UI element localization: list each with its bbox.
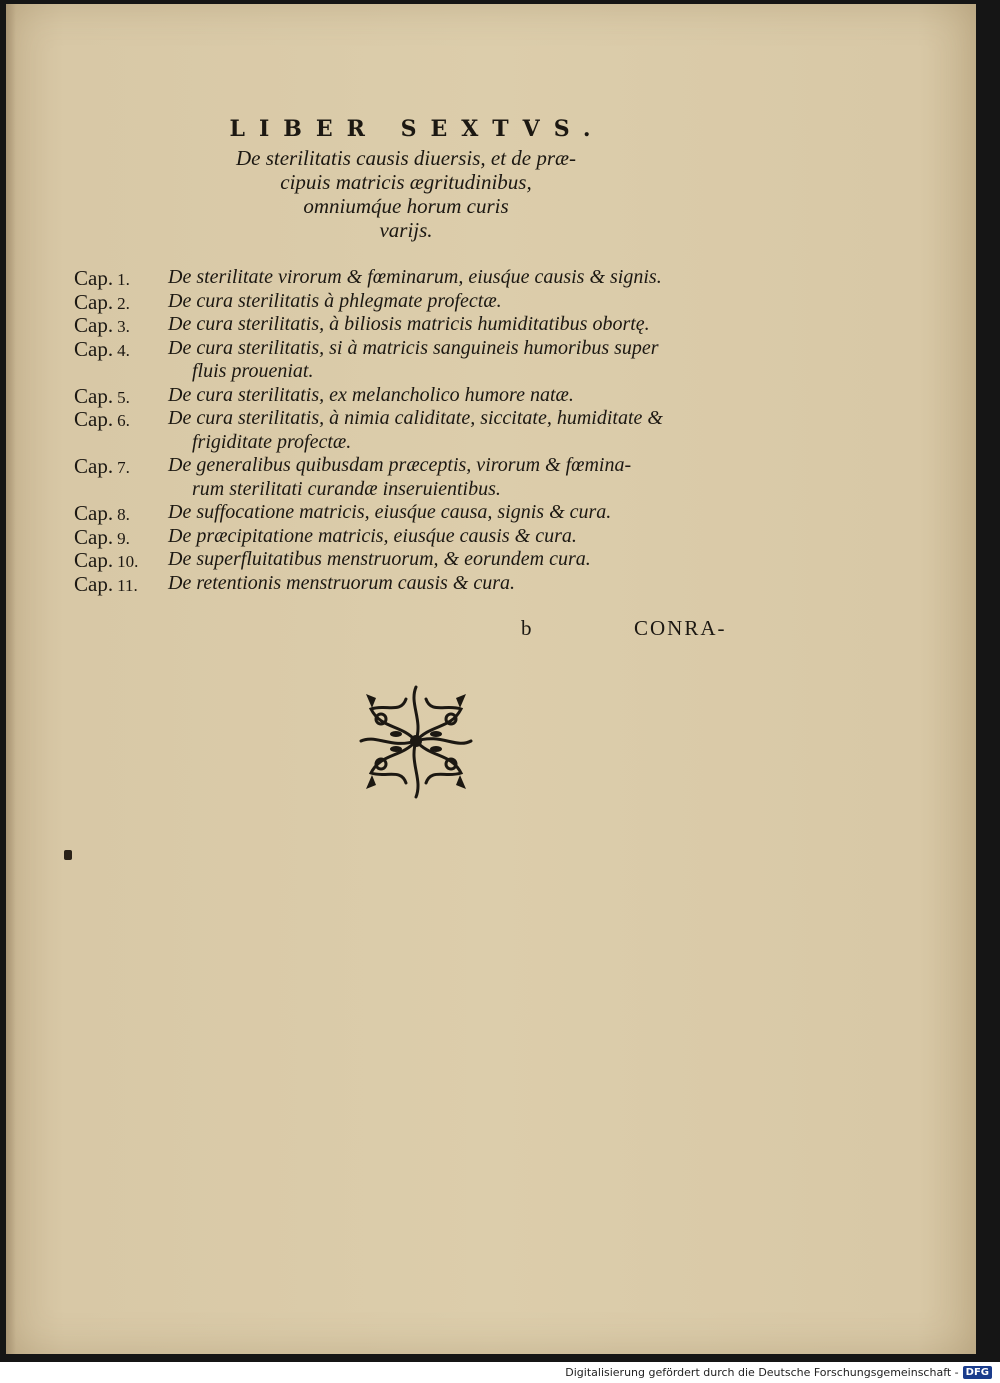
toc-title: De cura sterilitatis, si à matricis sanguineis humoribus super bbox=[168, 336, 659, 359]
cap-label: Cap. bbox=[74, 289, 114, 314]
catchword: CONRA- bbox=[634, 616, 727, 640]
cap-number: 11. bbox=[117, 575, 138, 595]
toc-title: De suffocatione matricis, eiusq́ue causa, signis & cura. bbox=[168, 501, 612, 523]
toc-title-continued: fluis proueniat. bbox=[192, 360, 314, 382]
cap-label: Cap. bbox=[74, 407, 114, 431]
cap-label: Cap. bbox=[74, 571, 114, 596]
cap-label: Cap. bbox=[74, 383, 114, 408]
subtitle-line-3: omniumq́ue horum curis bbox=[303, 194, 509, 218]
subtitle-line-2: cipuis matricis ægritudinibus, bbox=[280, 170, 532, 194]
toc-title: De cura sterilitatis à phlegmate profectæ. bbox=[168, 289, 502, 312]
toc-title: De cura sterilitatis, ex melancholico humore natæ. bbox=[168, 383, 574, 406]
cap-label: Cap. bbox=[74, 266, 114, 290]
footer-text: Digitalisierung gefördert durch die Deutsche Forschungsgemeinschaft - bbox=[565, 1365, 959, 1379]
cap-number: 8. bbox=[117, 505, 130, 524]
toc-entry-10 bbox=[68, 548, 768, 572]
toc-title: De superfluitatibus menstruorum, & eorundem cura. bbox=[168, 548, 591, 570]
cap-label: Cap. bbox=[74, 524, 114, 549]
toc-title-continued: frigiditate profectæ. bbox=[192, 430, 352, 453]
chapter-header bbox=[156, 112, 656, 242]
subtitle-line-4: varijs. bbox=[379, 218, 433, 242]
cap-number: 6. bbox=[117, 411, 130, 430]
toc-entry-11 bbox=[68, 572, 768, 596]
dfg-logo-icon: DFG bbox=[963, 1366, 992, 1379]
cap-number: 2. bbox=[117, 293, 130, 313]
digitization-footer bbox=[565, 1363, 992, 1381]
toc-title: De cura sterilitatis, à biliosis matricis humiditatibus obortę. bbox=[168, 313, 650, 335]
toc-title-continued: rum sterilitati curandæ inseruientibus. bbox=[192, 477, 501, 500]
cap-number: 4. bbox=[117, 340, 130, 360]
signature-mark: b bbox=[521, 616, 532, 640]
toc-entry-8 bbox=[68, 501, 768, 525]
cap-number: 1. bbox=[117, 270, 130, 289]
floral-ornament-icon bbox=[351, 679, 481, 804]
cap-label: Cap. bbox=[74, 454, 114, 478]
toc-title: De retentionis menstruorum causis & cura. bbox=[168, 571, 516, 594]
cap-number: 3. bbox=[117, 317, 130, 336]
book-page bbox=[6, 4, 976, 1354]
table-of-contents bbox=[68, 266, 768, 595]
toc-entry-3 bbox=[68, 313, 768, 337]
toc-entry-7 bbox=[68, 454, 768, 501]
toc-title: De præcipitatione matricis, eiusq́ue causis & cura. bbox=[168, 524, 577, 547]
cap-number: 7. bbox=[117, 458, 130, 477]
toc-entry-4 bbox=[68, 337, 768, 384]
toc-entry-1 bbox=[68, 266, 768, 290]
toc-title: De sterilitate virorum & fœminarum, eiusq́ue causis & signis. bbox=[168, 266, 662, 288]
cap-number: 10. bbox=[117, 552, 139, 571]
toc-entry-5 bbox=[68, 384, 768, 408]
cap-number: 5. bbox=[117, 387, 130, 407]
page-edge bbox=[6, 4, 16, 1354]
subtitle-line-1: De sterilitatis causis diuersis, et de præ- bbox=[235, 146, 577, 170]
cap-number: 9. bbox=[117, 528, 130, 548]
toc-title: De generalibus quibusdam præceptis, virorum & fœmina- bbox=[168, 454, 632, 476]
ink-speck bbox=[64, 850, 72, 860]
toc-entry-6 bbox=[68, 407, 768, 454]
cap-label: Cap. bbox=[74, 548, 114, 572]
cap-label: Cap. bbox=[74, 313, 114, 337]
book-heading: LIBER SEXTVS. bbox=[229, 116, 605, 142]
toc-entry-9 bbox=[68, 525, 768, 549]
cap-label: Cap. bbox=[74, 501, 114, 525]
toc-entry-2 bbox=[68, 290, 768, 314]
cap-label: Cap. bbox=[74, 336, 114, 361]
toc-title: De cura sterilitatis, à nimia caliditate, siccitate, humiditate & bbox=[168, 407, 663, 429]
